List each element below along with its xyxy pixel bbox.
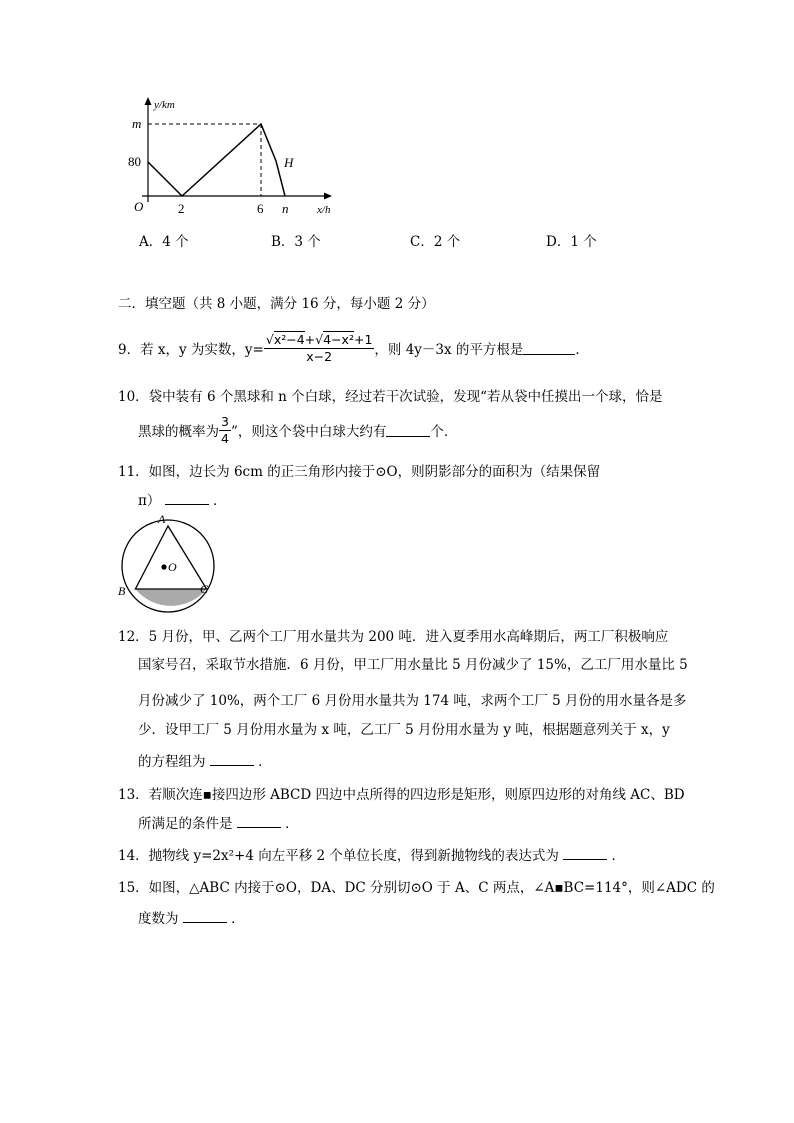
question-12-line-5 [138,750,272,770]
q9-denominator: x−2 [306,348,333,364]
q14-end: ． [611,848,625,864]
label-O: O [168,560,177,574]
option-text: 3 个 [294,234,321,250]
question-11-line-1: 11．如图，边长为 6cm 的正三角形内接于⊙O，则阴影部分的面积为（结果保留 [118,464,601,480]
question-10-line-1: 10．袋中装有 6 个黑球和 n 个白球，经过若干次试验，发现“若从袋中任摸出一个球，恰是 [118,389,663,405]
q15-line2-prefix: 度数为 [138,911,179,927]
label-m: m [132,116,142,131]
q12-answer-blank[interactable] [210,753,254,766]
q15-line2-end: ． [231,911,245,927]
q9-prefix: 9．若 x，y 为实数，y= [118,342,264,358]
option-letter: C． [410,234,434,250]
option-letter: A． [139,234,163,250]
question-9 [118,323,589,373]
label-A: A [158,512,166,526]
option-letter: D． [546,234,571,250]
q9-fraction [264,332,375,365]
q10-line2-end: 个． [430,424,458,440]
option-letter: B． [271,234,295,250]
q8-option-a [139,230,189,250]
option-text: 1 个 [570,234,597,250]
question-13-line-2 [138,812,299,832]
label-2: 2 [178,201,185,216]
option-text: 4 个 [162,234,189,250]
q10-numerator: 3 [221,413,229,429]
q9-radicand-a: x²−4 [273,331,305,347]
label-B: B [118,584,126,598]
q12-line5-end: ． [258,754,272,770]
q10-answer-blank[interactable] [386,424,430,437]
y-axis-arrow [145,97,152,105]
label-origin: O [134,199,144,214]
y-axis-label: y/km [154,99,175,111]
q8-option-d [546,230,597,250]
question-12-line-2: 国家号召，采取节水措施．6 月份，甲工厂用水量比 5 月份减少了 15%，乙工厂用水量比 5 [138,657,688,673]
q9-plus-one: +1 [353,331,373,347]
question-11-line-2 [138,489,226,509]
q10-line2-prefix: 黑球的概率为 [138,424,219,440]
question-15-line-1: 15．如图，△ABC 内接于⊙O，DA、DC 分别切⊙O 于 A、C 两点，∠A▪BC=114°，则∠ADC 的 [118,880,715,896]
x-axis-label: x/h [317,204,331,216]
q10-denominator: 4 [221,430,229,446]
q13-line2-prefix: 所满足的条件是 [138,816,233,832]
q10-line2-suffix: ”，则这个袋中白球大约有 [230,424,387,440]
label-6: 6 [257,201,264,216]
q9-answer-blank[interactable] [523,342,575,355]
q15-answer-blank[interactable] [183,910,227,923]
sqrt-icon: √ [265,331,274,347]
q10-fraction [219,414,231,447]
q14-prefix: 14．抛物线 y=2x²+4 向左平移 2 个单位长度，得到新抛物线的表达式为 [118,848,559,864]
label-80: 80 [128,154,141,169]
q9-suffix: ，则 4y－3x 的平方根是 [374,342,524,358]
label-H: H [284,155,294,170]
question-13-line-1: 13．若顺次连▪接四边形 ABCD 四边中点所得的四边形是矩形，则原四边形的对角线 AC、BD [118,787,685,803]
q13-answer-blank[interactable] [237,815,281,828]
section-heading: 二．填空题（共 8 小题，满分 16 分，每小题 2 分） [118,296,435,312]
label-n: n [282,201,289,216]
center-dot [161,564,166,569]
question-14 [118,844,625,864]
graph-line [148,124,285,196]
q8-option-c [410,230,460,250]
q13-line2-end: ． [285,816,299,832]
sqrt-icon: √ [315,331,324,347]
question-12-line-1: 12．5 月份，甲、乙两个工厂用水量共为 200 吨．进入夏季用水高峰期后，两工厂积极响应 [118,629,669,645]
question-12-line-3: 月份减少了 10%，两个工厂 6 月份用水量共为 174 吨，求两个工厂 5 月份的用水量各是多 [138,693,687,709]
q11-answer-blank[interactable] [165,492,209,505]
q8-option-b [271,230,321,250]
q9-radicand-b: 4−x² [323,331,354,347]
option-text: 2 个 [433,234,461,250]
x-axis-arrow [324,193,332,200]
label-C: C [200,582,209,596]
q9-numerator [264,332,375,349]
q12-line5-prefix: 的方程组为 [138,754,206,770]
q9-plus: + [304,331,316,347]
question-15-line-2 [138,907,245,927]
q11-line2-end: ． [212,493,227,509]
q14-answer-blank[interactable] [563,847,607,860]
distance-time-graph [118,92,348,220]
equilateral-triangle [135,526,206,589]
question-12-line-4: 少．设甲工厂 5 月份用水量为 x 吨，乙工厂 5 月份用水量为 y 吨，根据题意列关于 x，y [138,722,670,738]
inscribed-triangle-figure [115,511,221,615]
question-10-line-2 [138,410,457,450]
q9-end: ． [575,342,589,358]
q11-line2-prefix: π） [138,493,161,509]
